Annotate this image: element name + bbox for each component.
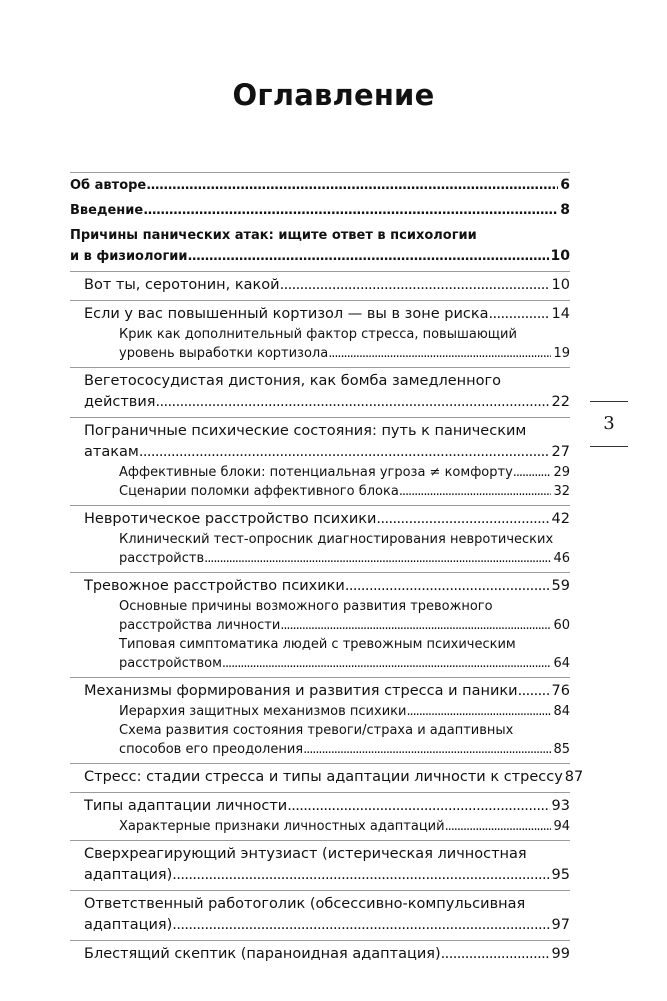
toc-entry[interactable]: [84, 844, 570, 886]
toc-page-number: 42: [551, 511, 570, 527]
table-of-contents: [70, 172, 584, 965]
dot-leader: [155, 392, 549, 413]
toc-page-number: 10: [550, 248, 570, 264]
toc-entry-title: уровень выработки кортизола: [119, 346, 329, 361]
dot-leader: [222, 654, 552, 673]
toc-entry-title: Сценарии поломки аффективного блока: [119, 484, 399, 499]
section-divider: [70, 300, 570, 301]
toc-entry[interactable]: [84, 576, 570, 597]
toc-entry-title: Блестящий скептик (параноидная адаптация): [84, 946, 441, 962]
page-tab-bottom-rule: [590, 446, 628, 447]
toc-page-number: 59: [551, 578, 570, 594]
dot-leader: [376, 509, 549, 530]
dot-leader: [445, 817, 552, 836]
toc-page-number: 46: [553, 551, 570, 566]
section-divider: [70, 417, 570, 418]
toc-page-number: 19: [553, 346, 570, 361]
toc-entry-title: Иерархия защитных механизмов психики: [119, 704, 407, 719]
toc-entry-title: Вегетососудистая дистония, как бомба замедленного: [84, 373, 501, 389]
section-divider: [70, 271, 570, 272]
toc-entry-title: Тревожное расстройство психики: [84, 578, 345, 594]
toc-entry[interactable]: [84, 371, 570, 413]
dot-leader: [172, 915, 549, 936]
toc-top-rule: [70, 172, 570, 173]
toc-entry-title: Стресс: стадии стресса и типы адаптации личности к стрессу: [84, 769, 563, 785]
section-divider: [70, 505, 570, 506]
dot-leader: [139, 442, 550, 463]
toc-entry-title: адаптация): [84, 867, 173, 883]
toc-page-number: 8: [560, 202, 570, 218]
section-divider: [70, 677, 570, 678]
dot-leader: [172, 865, 549, 886]
section-divider: [70, 367, 570, 368]
dot-leader: [280, 275, 550, 296]
section-divider: [70, 840, 570, 841]
toc-entry-title: Клинический тест-опросник диагностирования невротических: [119, 532, 554, 547]
section-divider: [70, 940, 570, 941]
toc-entry[interactable]: [70, 225, 570, 267]
toc-entry[interactable]: [84, 681, 570, 702]
toc-entry[interactable]: [70, 200, 570, 221]
toc-entry-title: Об авторе: [70, 178, 147, 193]
dot-leader: [488, 304, 549, 325]
toc-entry[interactable]: [119, 817, 570, 836]
toc-entry[interactable]: [84, 796, 570, 817]
toc-entry-title: Причины панических атак: ищите ответ в психологии: [70, 228, 477, 243]
toc-entry[interactable]: [84, 944, 570, 965]
toc-page-number: 87: [564, 769, 584, 785]
dot-leader: [328, 344, 551, 363]
toc-page-number: 6: [560, 177, 570, 193]
toc-page-number: 85: [553, 742, 570, 757]
dot-leader: [399, 482, 552, 501]
toc-entry-title: Аффективные блоки: потенциальная угроза ≠ комфорту: [119, 465, 513, 480]
dot-leader: [280, 616, 551, 635]
toc-entry[interactable]: [119, 482, 570, 501]
toc-entry[interactable]: [84, 275, 570, 296]
section-divider: [70, 763, 570, 764]
toc-entry[interactable]: [84, 421, 570, 463]
toc-page-number: 97: [551, 917, 570, 933]
toc-entry-title: Механизмы формирования и развития стресса и паники: [84, 683, 518, 699]
toc-entry-title: атакам: [84, 444, 139, 460]
toc-page-number: 22: [551, 394, 570, 410]
page-number-tab: [590, 401, 628, 447]
toc-page-number: 94: [553, 819, 570, 834]
toc-page-number: 29: [553, 465, 570, 480]
toc-entry-title: Основные причины возможного развития тревожного: [119, 599, 493, 614]
toc-entry[interactable]: [119, 530, 570, 568]
toc-entry-title: Типы адаптации личности: [84, 798, 288, 814]
toc-entry-title: Типовая симптоматика людей с тревожным психическим: [119, 637, 516, 652]
toc-entry[interactable]: [84, 304, 570, 325]
toc-entry-title: способов его преодоления: [119, 742, 304, 757]
toc-entry-title: и в физиологии: [70, 249, 188, 264]
toc-entry[interactable]: [119, 702, 570, 721]
dot-leader: [513, 463, 552, 482]
toc-entry-title: Крик как дополнительный фактор стресса, повышающий: [119, 327, 517, 342]
toc-entry[interactable]: [84, 509, 570, 530]
dot-leader: [287, 796, 549, 817]
toc-entry[interactable]: [119, 325, 570, 363]
dot-leader: [146, 175, 558, 196]
dot-leader: [204, 549, 551, 568]
toc-entry-title: расстройств: [119, 551, 205, 566]
toc-entry-title: Невротическое расстройство психики: [84, 511, 377, 527]
page-title: Оглавление: [232, 78, 435, 112]
toc-page-number: 93: [551, 798, 570, 814]
dot-leader: [518, 681, 550, 702]
toc-page-number: 84: [553, 704, 570, 719]
toc-page-number: 10: [551, 277, 570, 293]
section-divider: [70, 572, 570, 573]
toc-page-number: 64: [553, 656, 570, 671]
toc-entry-title: расстройства личности: [119, 618, 281, 633]
section-divider: [70, 890, 570, 891]
page-number: 3: [603, 413, 615, 434]
toc-page-number: 95: [551, 867, 570, 883]
toc-entry-title: Схема развития состояния тревоги/страха и адаптивных: [119, 723, 514, 738]
toc-entry-title: действия: [84, 394, 156, 410]
dot-leader: [303, 740, 551, 759]
toc-entry[interactable]: [70, 175, 570, 196]
toc-entry-title: Вот ты, серотонин, какой: [84, 277, 280, 293]
toc-entry[interactable]: [84, 894, 570, 936]
toc-entry[interactable]: [119, 721, 570, 759]
toc-entry-title: Введение: [70, 203, 144, 218]
toc-page-number: 76: [551, 683, 570, 699]
dot-leader: [143, 200, 558, 221]
toc-entry[interactable]: [119, 635, 570, 673]
section-divider: [70, 792, 570, 793]
dot-leader: [345, 576, 550, 597]
toc-page-number: 99: [551, 946, 570, 962]
toc-entry-title: адаптация): [84, 917, 173, 933]
toc-page-number: 32: [553, 484, 570, 499]
toc-entry-title: расстройством: [119, 656, 222, 671]
toc-entry[interactable]: [84, 767, 584, 788]
toc-page-number: 60: [553, 618, 570, 633]
toc-page-number: 27: [551, 444, 570, 460]
toc-entry-title: Характерные признаки личностных адаптаций: [119, 819, 445, 834]
toc-entry-title: Пограничные психические состояния: путь к паническим: [84, 423, 527, 439]
toc-entry-title: Сверхреагирующий энтузиаст (истерическая личностная: [84, 846, 527, 862]
toc-page-number: 14: [551, 306, 570, 322]
dot-leader: [187, 246, 548, 267]
toc-entry-title: Если у вас повышенный кортизол — вы в зоне риска: [84, 306, 489, 322]
dot-leader: [406, 702, 551, 721]
toc-entry[interactable]: [119, 463, 570, 482]
toc-entry[interactable]: [119, 597, 570, 635]
toc-entry-title: Ответственный работоголик (обсессивно-компульсивная: [84, 896, 526, 912]
dot-leader: [441, 944, 550, 965]
